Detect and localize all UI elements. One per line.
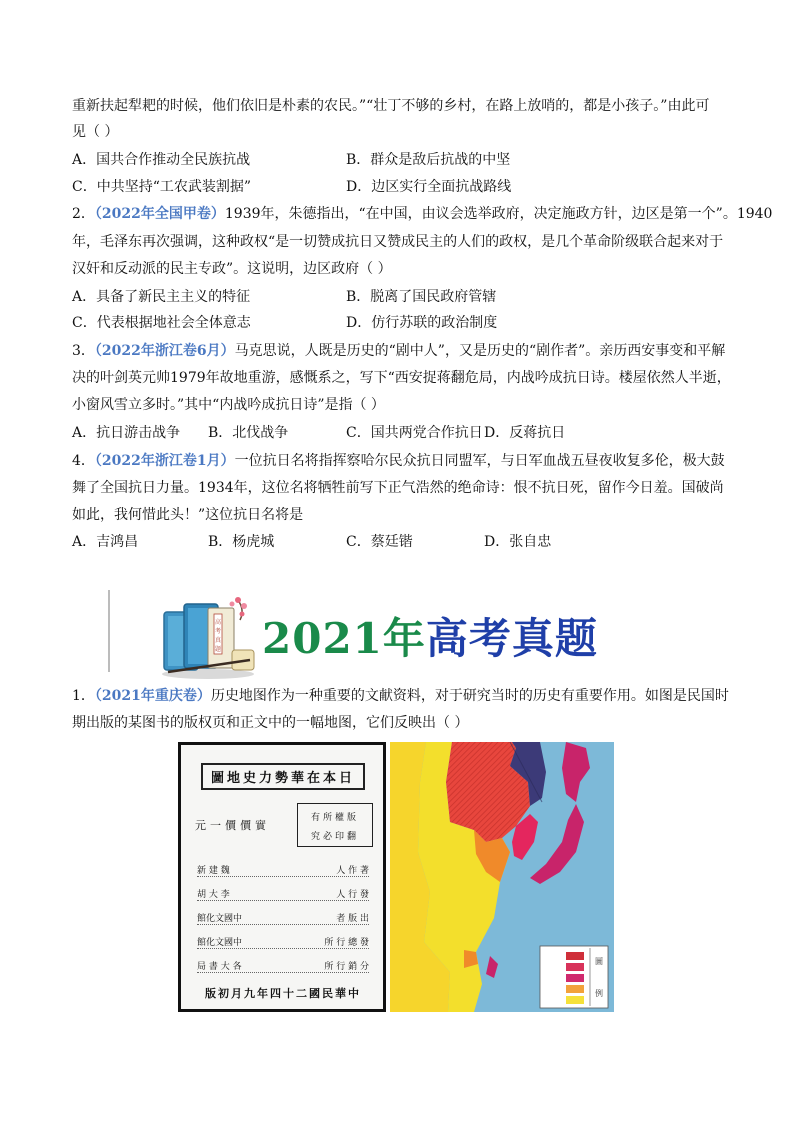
copyright-row bbox=[197, 863, 369, 877]
copyright-stamp-line-2: 究必印翻 bbox=[310, 832, 359, 842]
q4-line-1 bbox=[72, 451, 725, 471]
q4-option-a: A．吉鸿昌 bbox=[72, 534, 139, 550]
q-prev-option-c: C．中共坚持“工农武装割据” bbox=[72, 179, 252, 195]
q3-number: 3． bbox=[72, 343, 95, 359]
copyright-title: 圖地史力勢華在本日 bbox=[201, 763, 365, 790]
q3-line-2: 决的叶剑英元帅1979年故地重游，感慨系之，写下“西安捉蒋翻危局，内战吟成抗日诗。楼屋依然人半逝， bbox=[72, 370, 731, 386]
copyright-row-left: 館化文國中 bbox=[197, 938, 243, 948]
copyright-row-right: 者 版 出 bbox=[336, 914, 369, 924]
q-prev-option-a: A．国共合作推动全民族抗战 bbox=[72, 152, 251, 168]
q4-line-3: 如此，我何惜此头！”这位抗日名将是 bbox=[72, 507, 304, 523]
copyright-row-right: 人 作 著 bbox=[336, 866, 369, 876]
q-prev-line-2: 见（ ） bbox=[72, 124, 119, 140]
q4-option-d: D．张自忠 bbox=[484, 534, 552, 550]
copyright-row-right: 人 行 發 bbox=[336, 890, 369, 900]
q2-option-c: C．代表根据地社会全体意志 bbox=[72, 315, 251, 331]
copyright-page-image bbox=[178, 742, 386, 1012]
q4-source: （2022年浙江卷1月） bbox=[94, 453, 235, 469]
copyright-row-right: 所 行 銷 分 bbox=[324, 962, 369, 972]
q3-line-3: 小窗风雪立多时。”其中“内战吟成抗日诗”是指（ ） bbox=[72, 397, 385, 413]
q2-option-a: A．具备了新民主主义的特征 bbox=[72, 289, 251, 305]
svg-text:考: 考 bbox=[214, 628, 222, 635]
q4-text-1: 一位抗日名将指挥察哈尔民众抗日同盟军，与日军血战五昼夜收复多伦，极大鼓 bbox=[234, 453, 725, 469]
legend-swatch bbox=[566, 985, 584, 993]
svg-text:高: 高 bbox=[214, 619, 222, 626]
q3-source: （2022年浙江卷6月） bbox=[94, 343, 235, 359]
svg-text:题: 题 bbox=[214, 646, 222, 653]
copyright-row-right: 所 行 總 發 bbox=[324, 938, 369, 948]
books-icon bbox=[158, 590, 258, 680]
legend-label-char-2: 例 bbox=[595, 989, 603, 998]
copyright-row bbox=[197, 887, 369, 901]
copyright-row bbox=[197, 959, 369, 973]
q2-line-2: 年，毛泽东再次强调，这种政权“是一切赞成抗日又赞成民主的人们的政权，是几个革命阶级联合起来对于 bbox=[72, 234, 724, 250]
banner-title bbox=[262, 606, 598, 666]
q-prev-option-d: D．边区实行全面抗战路线 bbox=[346, 179, 512, 195]
q-prev-option-b: B．群众是敌后抗战的中坚 bbox=[346, 152, 511, 168]
legend-swatch bbox=[566, 974, 584, 982]
svg-text:真: 真 bbox=[214, 637, 222, 644]
q3-option-c: C．国共两党合作抗日 bbox=[346, 425, 483, 441]
q2-option-d: D．仿行苏联的政治制度 bbox=[346, 315, 498, 331]
copyright-row-left: 館化文國中 bbox=[197, 914, 243, 924]
copyright-row bbox=[197, 911, 369, 925]
q3-line-1 bbox=[72, 341, 725, 361]
q4-number: 4． bbox=[72, 453, 95, 469]
q3-option-d: D．反蒋抗日 bbox=[484, 425, 566, 441]
q5-line-1 bbox=[72, 686, 729, 706]
books-illustration bbox=[158, 590, 258, 680]
q5-line-2: 期出版的某图书的版权页和正文中的一幅地图，它们反映出（ ） bbox=[72, 715, 469, 731]
q2-option-b: B．脱离了国民政府管辖 bbox=[346, 289, 497, 305]
legend-swatch bbox=[566, 963, 584, 971]
q3-option-b: B．北伐战争 bbox=[208, 425, 289, 441]
copyright-row-left: 新 建 魏 bbox=[197, 866, 230, 876]
q2-text-1: 1939年，朱德指出，“在中国，由议会选举政府，决定施政方针，边区是第一个”。1940 bbox=[224, 206, 773, 222]
copyright-row bbox=[197, 935, 369, 949]
legend-swatch bbox=[566, 996, 584, 1004]
copyright-row-left: 局 書 大 各 bbox=[197, 962, 242, 972]
q5-text-1: 历史地图作为一种重要的文献资料，对于研究当时的历史有重要作用。如图是民国时 bbox=[210, 688, 729, 704]
q4-line-2: 舞了全国抗日力量。1934年，这位名将牺牲前写下正气浩然的绝命诗：恨不抗日死，留作今日羞。国破尚 bbox=[72, 480, 724, 496]
copyright-row-left: 胡 大 李 bbox=[197, 890, 230, 900]
q4-option-c: C．蔡廷锴 bbox=[346, 534, 413, 550]
banner-heading: 高考真题 bbox=[425, 614, 598, 663]
east-asia-map bbox=[390, 742, 614, 1012]
copyright-stamp bbox=[297, 803, 373, 847]
copyright-stamp-line-1: 有所權版 bbox=[310, 813, 359, 823]
legend-swatch bbox=[566, 952, 584, 960]
q3-text-1: 马克思说，人既是历史的“剧中人”，又是历史的“剧作者”。亲历西安事变和平解 bbox=[234, 343, 726, 359]
q2-line-1 bbox=[72, 204, 772, 224]
q5-number: 1． bbox=[72, 688, 95, 704]
q2-number: 2． bbox=[72, 206, 95, 222]
legend-label-char-1: 圖 bbox=[595, 957, 603, 966]
q-prev-line-1: 重新扶起犁耙的时候，他们依旧是朴素的农民。”“壮丁不够的乡村，在路上放哨的，都是小孩子。”由此可 bbox=[72, 98, 710, 114]
copyright-edition: 版初月九年四十二國民華中 bbox=[205, 987, 361, 1000]
copyright-price: 元一價價實 bbox=[195, 819, 270, 832]
q2-source: （2022年全国甲卷） bbox=[94, 206, 225, 222]
banner-year: 2021年 bbox=[262, 614, 426, 663]
banner-divider bbox=[108, 590, 110, 672]
q5-source: （2021年重庆卷） bbox=[94, 688, 211, 704]
q3-option-a: A．抗日游击战争 bbox=[72, 425, 181, 441]
q2-line-3: 汉奸和反动派的民主专政”。这说明，边区政府（ ） bbox=[72, 261, 392, 277]
historical-map-image bbox=[390, 742, 614, 1012]
q4-option-b: B．杨虎城 bbox=[208, 534, 275, 550]
